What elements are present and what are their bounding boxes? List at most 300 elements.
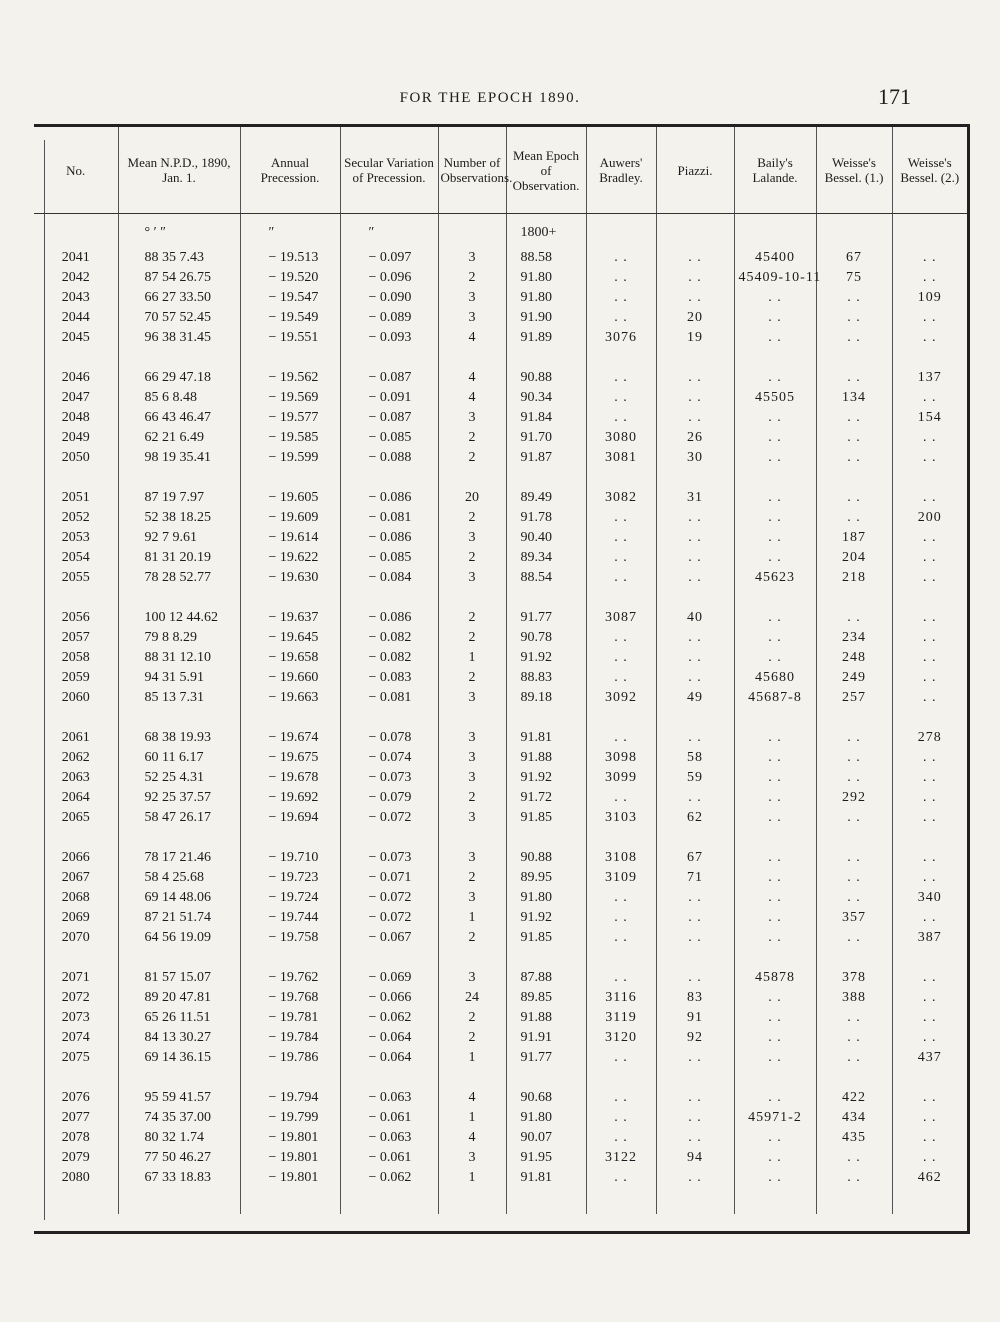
cell-auwers-bradley: . . <box>586 1088 656 1108</box>
cell-weisses-bessel-2: . . <box>892 788 967 808</box>
cell-number: 2057 <box>61 630 90 645</box>
cell-piazzi: . . <box>656 1128 734 1148</box>
cell-weisses-bessel-2: . . <box>892 808 967 828</box>
cell-number: 2063 <box>61 770 90 785</box>
table-row <box>34 988 967 1008</box>
cell-mean-npd: 66 27 33.50 <box>118 288 240 308</box>
cell-secular-variation: − 0.081 <box>340 508 438 528</box>
cell-number <box>34 708 118 728</box>
cell-piazzi: 94 <box>656 1148 734 1168</box>
cell-annual-precession: − 19.674 <box>240 728 340 748</box>
cell-mean-epoch <box>506 708 586 728</box>
table-row <box>34 968 967 988</box>
table-row <box>34 1048 967 1068</box>
cell-weisses-bessel-1: 234 <box>816 628 892 648</box>
cell-bailys-lalande: . . <box>734 748 816 768</box>
cell-piazzi: 19 <box>656 328 734 348</box>
cell-weisses-bessel-1: . . <box>816 1028 892 1048</box>
cell-secular-variation: − 0.079 <box>340 788 438 808</box>
cell-piazzi: 20 <box>656 308 734 328</box>
column-header-bailys-lalande: Baily's Lalande. <box>734 127 816 214</box>
cell-mean-npd: 78 17 21.46 <box>118 848 240 868</box>
cell-weisses-bessel-1: . . <box>816 308 892 328</box>
cell-annual-precession: − 19.723 <box>240 868 340 888</box>
cell-auwers-bradley: 3120 <box>586 1028 656 1048</box>
table-header-row <box>34 127 967 214</box>
cell-mean-npd: 85 6 8.48 <box>118 388 240 408</box>
cell-auwers-bradley: 3087 <box>586 608 656 628</box>
cell-annual-precession: − 19.801 <box>240 1148 340 1168</box>
cell-auwers-bradley: 3080 <box>586 428 656 448</box>
cell-mean-npd: 87 19 7.97 <box>118 488 240 508</box>
cell-weisses-bessel-1: . . <box>816 1048 892 1068</box>
cell-bailys-lalande: . . <box>734 308 816 328</box>
table-row <box>34 1168 967 1188</box>
cell-observation-count: 2 <box>438 788 506 808</box>
cell-weisses-bessel-1: . . <box>816 808 892 828</box>
cell-mean-npd: 70 57 52.45 <box>118 308 240 328</box>
cell-piazzi: 26 <box>656 428 734 448</box>
cell-number: 2048 <box>61 410 90 425</box>
cell-mean-epoch: 91.77 <box>506 1048 586 1068</box>
cell-mean-npd: 92 7 9.61 <box>118 528 240 548</box>
cell-mean-epoch: 89.85 <box>506 988 586 1008</box>
cell-mean-epoch: 90.88 <box>506 848 586 868</box>
cell-mean-epoch: 89.34 <box>506 548 586 568</box>
cell-weisses-bessel-1: . . <box>816 448 892 468</box>
cell-bailys-lalande: . . <box>734 488 816 508</box>
cell-secular-variation: − 0.072 <box>340 908 438 928</box>
cell-bailys-lalande: . . <box>734 368 816 388</box>
cell-mean-npd: 81 57 15.07 <box>118 968 240 988</box>
table-row <box>34 728 967 748</box>
column-header-mean-epoch: Mean Epoch of Observation. <box>506 127 586 214</box>
cell-piazzi <box>656 1188 734 1214</box>
cell-bailys-lalande: . . <box>734 928 816 948</box>
cell-weisses-bessel-1: . . <box>816 928 892 948</box>
cell-piazzi: 91 <box>656 1008 734 1028</box>
cell-piazzi: . . <box>656 528 734 548</box>
cell-observation-count: 1 <box>438 1168 506 1188</box>
cell-mean-epoch: 91.72 <box>506 788 586 808</box>
cell-annual-precession: − 19.660 <box>240 668 340 688</box>
cell-auwers-bradley: . . <box>586 568 656 588</box>
table-row <box>34 848 967 868</box>
table-row <box>34 1148 967 1168</box>
cell-weisses-bessel-2: . . <box>892 908 967 928</box>
cell-weisses-bessel-2: . . <box>892 448 967 468</box>
cell-weisses-bessel-2: 437 <box>892 1048 967 1068</box>
cell-weisses-bessel-2: . . <box>892 988 967 1008</box>
cell-piazzi: . . <box>656 928 734 948</box>
cell-observation-count: 20 <box>438 488 506 508</box>
cell-weisses-bessel-1 <box>816 468 892 488</box>
cell-mean-epoch: 91.91 <box>506 1028 586 1048</box>
table-row <box>34 628 967 648</box>
cell-number: 2076 <box>61 1090 90 1105</box>
cell-auwers-bradley: 3092 <box>586 688 656 708</box>
cell-annual-precession: − 19.551 <box>240 328 340 348</box>
cell-piazzi: . . <box>656 668 734 688</box>
table-row <box>34 508 967 528</box>
cell-bailys-lalande: . . <box>734 428 816 448</box>
cell-weisses-bessel-1: 134 <box>816 388 892 408</box>
cell-number: 2053 <box>61 530 90 545</box>
cell-annual-precession: − 19.710 <box>240 848 340 868</box>
cell-weisses-bessel-2: . . <box>892 328 967 348</box>
cell-weisses-bessel-1 <box>816 828 892 848</box>
cell-observation-count: 3 <box>438 808 506 828</box>
table-row <box>34 248 967 268</box>
cell-annual-precession: − 19.694 <box>240 808 340 828</box>
cell-bailys-lalande: . . <box>734 728 816 748</box>
cell-weisses-bessel-1: . . <box>816 768 892 788</box>
cell-number <box>34 828 118 848</box>
cell-secular-variation: − 0.085 <box>340 548 438 568</box>
cell-bailys-lalande <box>734 828 816 848</box>
cell-secular-variation: − 0.093 <box>340 328 438 348</box>
cell-observation-count: 24 <box>438 988 506 1008</box>
cell-auwers-bradley: . . <box>586 528 656 548</box>
cell-weisses-bessel-1: . . <box>816 368 892 388</box>
spacer-row <box>34 708 967 728</box>
cell-mean-npd <box>118 468 240 488</box>
cell-annual-precession: − 19.585 <box>240 428 340 448</box>
cell-auwers-bradley: 3116 <box>586 988 656 1008</box>
cell-piazzi <box>656 468 734 488</box>
cell-weisses-bessel-2: . . <box>892 248 967 268</box>
cell-bailys-lalande <box>734 214 816 249</box>
cell-observation-count: 3 <box>438 1148 506 1168</box>
cell-bailys-lalande: 45971-2 <box>734 1108 816 1128</box>
cell-mean-epoch: 91.92 <box>506 908 586 928</box>
table-row <box>34 908 967 928</box>
cell-auwers-bradley: . . <box>586 548 656 568</box>
cell-annual-precession: − 19.675 <box>240 748 340 768</box>
table-row <box>34 808 967 828</box>
cell-auwers-bradley: . . <box>586 308 656 328</box>
cell-number: 2074 <box>61 1030 90 1045</box>
cell-mean-epoch: 88.54 <box>506 568 586 588</box>
cell-bailys-lalande: . . <box>734 1148 816 1168</box>
cell-annual-precession: − 19.599 <box>240 448 340 468</box>
cell-mean-epoch: 90.78 <box>506 628 586 648</box>
cell-mean-epoch <box>506 468 586 488</box>
cell-secular-variation <box>340 468 438 488</box>
cell-piazzi: . . <box>656 908 734 928</box>
cell-weisses-bessel-2: . . <box>892 268 967 288</box>
cell-observation-count <box>438 828 506 848</box>
cell-mean-epoch: 91.80 <box>506 288 586 308</box>
cell-weisses-bessel-1: 357 <box>816 908 892 928</box>
cell-mean-epoch: 89.18 <box>506 688 586 708</box>
cell-piazzi: . . <box>656 408 734 428</box>
table-row <box>34 928 967 948</box>
cell-mean-npd: 92 25 37.57 <box>118 788 240 808</box>
cell-weisses-bessel-1 <box>816 214 892 249</box>
cell-auwers-bradley: . . <box>586 508 656 528</box>
cell-bailys-lalande: . . <box>734 628 816 648</box>
table-row <box>34 288 967 308</box>
cell-weisses-bessel-2: . . <box>892 1128 967 1148</box>
cell-auwers-bradley: . . <box>586 1168 656 1188</box>
cell-weisses-bessel-2: . . <box>892 1108 967 1128</box>
cell-secular-variation: − 0.090 <box>340 288 438 308</box>
cell-piazzi: . . <box>656 368 734 388</box>
cell-auwers-bradley: . . <box>586 388 656 408</box>
spacer-row <box>34 468 967 488</box>
cell-mean-npd: 95 59 41.57 <box>118 1088 240 1108</box>
cell-observation-count: 2 <box>438 548 506 568</box>
cell-observation-count <box>438 948 506 968</box>
cell-observation-count: 3 <box>438 848 506 868</box>
cell-secular-variation: − 0.087 <box>340 408 438 428</box>
cell-secular-variation <box>340 948 438 968</box>
cell-observation-count <box>438 348 506 368</box>
cell-weisses-bessel-2 <box>892 468 967 488</box>
cell-auwers-bradley: . . <box>586 728 656 748</box>
cell-annual-precession: − 19.663 <box>240 688 340 708</box>
column-header-secular-variation: Secular Variation of Precession. <box>340 127 438 214</box>
cell-observation-count <box>438 708 506 728</box>
cell-weisses-bessel-2: 137 <box>892 368 967 388</box>
cell-weisses-bessel-2 <box>892 708 967 728</box>
cell-mean-npd: 81 31 20.19 <box>118 548 240 568</box>
cell-mean-epoch: 91.80 <box>506 1108 586 1128</box>
cell-weisses-bessel-1: 257 <box>816 688 892 708</box>
cell-weisses-bessel-2: . . <box>892 848 967 868</box>
cell-weisses-bessel-2: . . <box>892 528 967 548</box>
cell-mean-epoch: 91.84 <box>506 408 586 428</box>
cell-mean-npd: 74 35 37.00 <box>118 1108 240 1128</box>
cell-piazzi: 71 <box>656 868 734 888</box>
cell-number: 2049 <box>61 430 90 445</box>
catalogue-table-frame <box>34 124 970 1234</box>
cell-mean-epoch: 90.88 <box>506 368 586 388</box>
spacer-row <box>34 588 967 608</box>
cell-secular-variation: − 0.062 <box>340 1008 438 1028</box>
spacer-row <box>34 1068 967 1088</box>
column-header-annual-precession: Annual Precession. <box>240 127 340 214</box>
cell-piazzi: 58 <box>656 748 734 768</box>
cell-bailys-lalande: . . <box>734 1008 816 1028</box>
cell-number: 2059 <box>61 670 90 685</box>
cell-number: 2068 <box>61 890 90 905</box>
cell-bailys-lalande: . . <box>734 648 816 668</box>
cell-auwers-bradley <box>586 1068 656 1088</box>
cell-auwers-bradley: . . <box>586 928 656 948</box>
cell-bailys-lalande: . . <box>734 788 816 808</box>
cell-piazzi: . . <box>656 888 734 908</box>
cell-observation-count: 3 <box>438 688 506 708</box>
units-row <box>34 214 967 249</box>
cell-annual-precession: − 19.513 <box>240 248 340 268</box>
cell-auwers-bradley: 3082 <box>586 488 656 508</box>
cell-mean-npd: 96 38 31.45 <box>118 328 240 348</box>
cell-number: 2056 <box>61 610 90 625</box>
cell-weisses-bessel-1: 292 <box>816 788 892 808</box>
cell-mean-epoch: 89.95 <box>506 868 586 888</box>
cell-bailys-lalande: . . <box>734 1168 816 1188</box>
cell-mean-npd: 79 8 8.29 <box>118 628 240 648</box>
cell-bailys-lalande <box>734 468 816 488</box>
cell-number: 2055 <box>61 570 90 585</box>
cell-secular-variation: − 0.091 <box>340 388 438 408</box>
cell-secular-variation <box>340 1068 438 1088</box>
cell-weisses-bessel-2 <box>892 348 967 368</box>
column-header-weisses-bessel-1: Weisse's Bessel. (1.) <box>816 127 892 214</box>
cell-number: 2067 <box>61 870 90 885</box>
cell-weisses-bessel-2: . . <box>892 308 967 328</box>
cell-bailys-lalande: . . <box>734 328 816 348</box>
cell-annual-precession: − 19.605 <box>240 488 340 508</box>
cell-weisses-bessel-2: . . <box>892 428 967 448</box>
table-row <box>34 308 967 328</box>
cell-annual-precession: − 19.549 <box>240 308 340 328</box>
cell-observation-count: 4 <box>438 388 506 408</box>
cell-mean-npd: 88 35 7.43 <box>118 248 240 268</box>
cell-secular-variation: − 0.096 <box>340 268 438 288</box>
cell-observation-count <box>438 1188 506 1214</box>
cell-weisses-bessel-2: 462 <box>892 1168 967 1188</box>
cell-observation-count: 3 <box>438 568 506 588</box>
cell-piazzi: . . <box>656 1088 734 1108</box>
cell-annual-precession <box>240 348 340 368</box>
cell-mean-npd <box>118 948 240 968</box>
column-header-number: No. <box>34 127 118 214</box>
cell-number: 2054 <box>61 550 90 565</box>
cell-weisses-bessel-2: . . <box>892 648 967 668</box>
cell-secular-variation <box>340 828 438 848</box>
cell-mean-npd: 58 4 25.68 <box>118 868 240 888</box>
cell-piazzi: . . <box>656 648 734 668</box>
cell-annual-precession <box>240 708 340 728</box>
cell-mean-npd: 69 14 36.15 <box>118 1048 240 1068</box>
cell-bailys-lalande: 45623 <box>734 568 816 588</box>
cell-observation-count: 2 <box>438 268 506 288</box>
cell-observation-count <box>438 214 506 249</box>
cell-weisses-bessel-2 <box>892 214 967 249</box>
cell-mean-npd: 62 21 6.49 <box>118 428 240 448</box>
cell-secular-variation: − 0.067 <box>340 928 438 948</box>
table-row <box>34 1008 967 1028</box>
cell-secular-variation: − 0.064 <box>340 1048 438 1068</box>
cell-weisses-bessel-1: 75 <box>816 268 892 288</box>
cell-piazzi: . . <box>656 388 734 408</box>
spacer-row <box>34 348 967 368</box>
cell-weisses-bessel-1: . . <box>816 888 892 908</box>
cell-annual-precession: − 19.724 <box>240 888 340 908</box>
cell-mean-epoch: 88.83 <box>506 668 586 688</box>
column-header-piazzi: Piazzi. <box>656 127 734 214</box>
cell-mean-npd: 80 32 1.74 <box>118 1128 240 1148</box>
cell-piazzi: 30 <box>656 448 734 468</box>
cell-mean-epoch: 90.34 <box>506 388 586 408</box>
cell-annual-precession: − 19.786 <box>240 1048 340 1068</box>
cell-annual-precession: − 19.801 <box>240 1128 340 1148</box>
cell-weisses-bessel-2: . . <box>892 388 967 408</box>
cell-annual-precession: − 19.781 <box>240 1008 340 1028</box>
cell-observation-count <box>438 1068 506 1088</box>
cell-annual-precession <box>240 828 340 848</box>
cell-secular-variation <box>340 588 438 608</box>
cell-annual-precession: − 19.637 <box>240 608 340 628</box>
cell-mean-npd: 78 28 52.77 <box>118 568 240 588</box>
cell-weisses-bessel-2: . . <box>892 1008 967 1028</box>
cell-piazzi: . . <box>656 268 734 288</box>
cell-mean-npd: 88 31 12.10 <box>118 648 240 668</box>
cell-mean-epoch <box>506 828 586 848</box>
cell-number: 2050 <box>61 450 90 465</box>
cell-number: 2064 <box>61 790 90 805</box>
cell-piazzi: 40 <box>656 608 734 628</box>
cell-weisses-bessel-1: . . <box>816 748 892 768</box>
cell-mean-npd: 85 13 7.31 <box>118 688 240 708</box>
cell-auwers-bradley <box>586 948 656 968</box>
cell-bailys-lalande: . . <box>734 888 816 908</box>
cell-mean-epoch <box>506 588 586 608</box>
cell-weisses-bessel-1: 388 <box>816 988 892 1008</box>
cell-number: 2071 <box>61 970 90 985</box>
cell-weisses-bessel-2: . . <box>892 668 967 688</box>
cell-observation-count <box>438 468 506 488</box>
cell-number: 2061 <box>61 730 90 745</box>
table-row <box>34 748 967 768</box>
cell-observation-count: 2 <box>438 868 506 888</box>
cell-weisses-bessel-1: 434 <box>816 1108 892 1128</box>
cell-piazzi <box>656 348 734 368</box>
cell-weisses-bessel-2: . . <box>892 608 967 628</box>
cell-observation-count: 3 <box>438 768 506 788</box>
cell-auwers-bradley <box>586 708 656 728</box>
cell-annual-precession: − 19.520 <box>240 268 340 288</box>
table-row <box>34 268 967 288</box>
cell-observation-count: 1 <box>438 908 506 928</box>
cell-auwers-bradley: . . <box>586 1128 656 1148</box>
cell-piazzi <box>656 948 734 968</box>
cell-secular-variation: − 0.085 <box>340 428 438 448</box>
cell-annual-precession <box>240 948 340 968</box>
cell-number <box>34 468 118 488</box>
cell-piazzi: . . <box>656 628 734 648</box>
cell-annual-precession: − 19.569 <box>240 388 340 408</box>
table-row <box>34 568 967 588</box>
cell-number: 2052 <box>61 510 90 525</box>
spacer-row <box>34 948 967 968</box>
cell-annual-precession: − 19.658 <box>240 648 340 668</box>
cell-secular-variation: − 0.086 <box>340 608 438 628</box>
table-row <box>34 608 967 628</box>
cell-observation-count: 1 <box>438 648 506 668</box>
cell-secular-variation <box>340 1188 438 1214</box>
cell-annual-precession: − 19.622 <box>240 548 340 568</box>
cell-number: 2078 <box>61 1130 90 1145</box>
cell-weisses-bessel-2: . . <box>892 868 967 888</box>
cell-piazzi <box>656 1068 734 1088</box>
cell-observation-count: 2 <box>438 608 506 628</box>
cell-number: 2069 <box>61 910 90 925</box>
cell-mean-npd: 66 29 47.18 <box>118 368 240 388</box>
cell-observation-count: 2 <box>438 1028 506 1048</box>
cell-bailys-lalande: 45878 <box>734 968 816 988</box>
table-row <box>34 648 967 668</box>
cell-piazzi: . . <box>656 728 734 748</box>
table-row <box>34 368 967 388</box>
cell-number: 2060 <box>61 690 90 705</box>
cell-observation-count: 4 <box>438 1088 506 1108</box>
cell-auwers-bradley: . . <box>586 888 656 908</box>
cell-piazzi: 83 <box>656 988 734 1008</box>
